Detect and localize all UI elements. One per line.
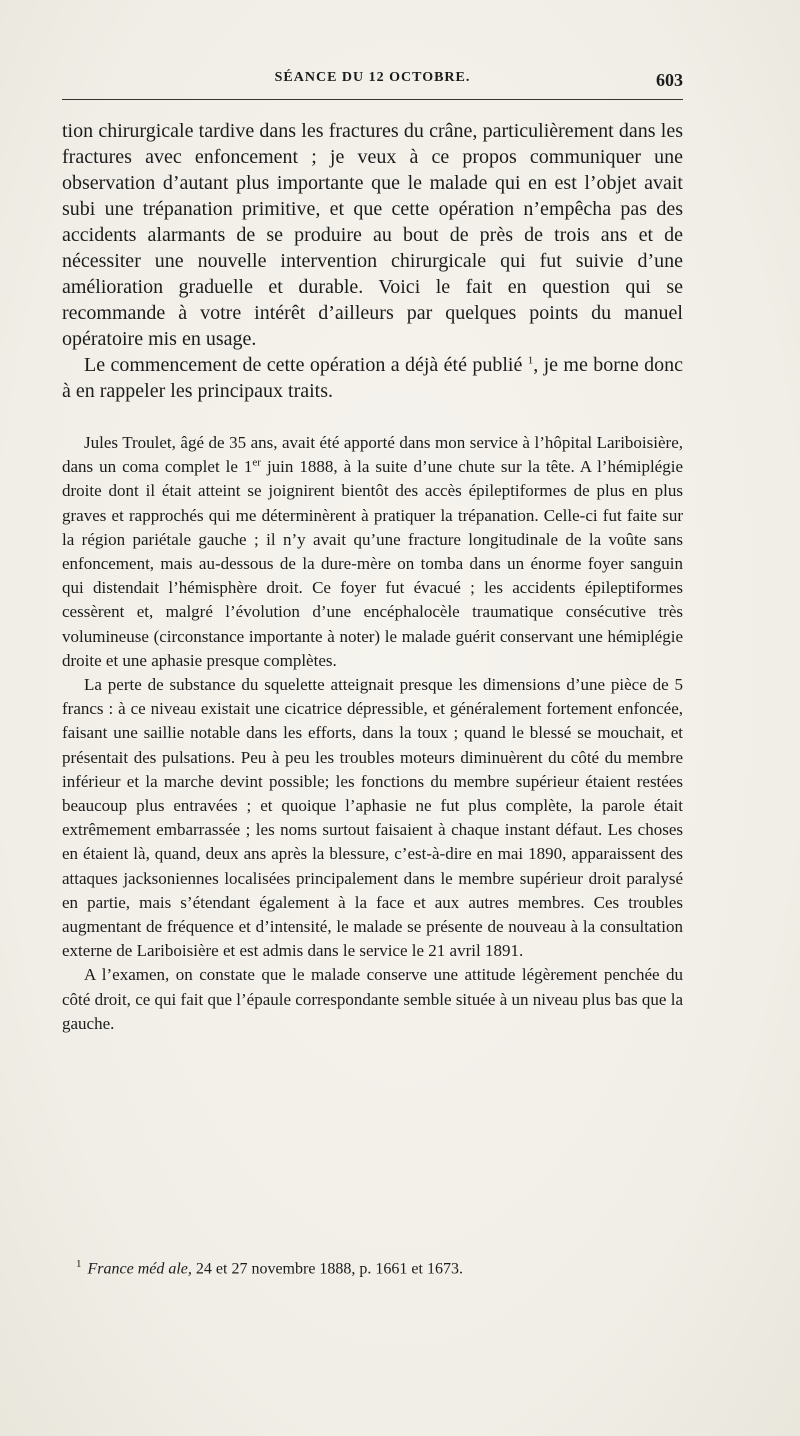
footnote-mark: 1 <box>76 1258 82 1270</box>
paragraph-text: je me borne donc à en rappeler les principaux traits. <box>62 354 683 402</box>
paragraph-text: Jules Troulet, âgé de 35 ans, avait été apporté dans mon service à l’hôpital Lariboisière, dans un coma complet le 1 <box>62 433 683 477</box>
footnote-text: 24 et 27 novembre 1888, p. 1661 et 1673. <box>195 1260 463 1278</box>
header-rule <box>62 99 683 100</box>
body-text <box>62 118 683 1036</box>
paragraph <box>62 431 683 673</box>
case-report <box>62 431 683 1036</box>
paragraph: Le commencement de cette opération a déjà été publié $^1$, je me borne donc à en rappeler les principaux traits. <box>62 354 683 402</box>
paragraph: A l’examen, on constate que le malade conserve une attitude légèrement penchée du côté droit, ce qui fait que l’épaule correspondante semble située à un niveau plus bas que la gauche. <box>62 965 683 1033</box>
page-number: 603 <box>656 70 683 90</box>
page-header <box>62 70 683 94</box>
paragraph-text: juin 1888, à la suite d’une chute sur la tête. A l’hémiplégie droite dont il était atteint se joignirent bientôt des accès épileptiformes de plus en plus graves et rapprochés qui me déterminèrent à pratiquer la trépanation. Celle-ci fut faite sur la région pariétale gauche ; il n’y avait qu’une fracture longitudinale de la voûte sans enfoncement, mais au-dessous de la dure-mère on tomba dans un énorme foyer sanguin qui distendait l’hémisphère droit. Ce foyer fut évacué ; les accidents épileptiformes cessèrent et, malgré l’évolution d’une encéphalocèle traumatique consécutive très volumineuse (circonstance importante à noter) le malade guérit conservant une hémiplégie droite et une aphasie presque complètes. <box>62 457 683 670</box>
superscript: er <box>252 456 261 469</box>
paragraph: tion chirurgicale tardive dans les fractures du crâne, particulièrement dans les fractures avec enfoncement ; je veux à ce propos communiquer une observation d’autant plus importante que le malade qui en est l’objet avait subi une trépanation primitive, et que cette opération n’empêcha pas des accidents alarmants de se produire au bout de près de trois ans et de nécessiter une nouvelle intervention chirurgicale qui fut suivie d’une amélioration graduelle et durable. Voici le fait en question qui se recommande à votre intérêt d’ailleurs par quelques points du manuel opératoire mis en usage. <box>62 120 683 350</box>
footnote-reference: 1 <box>527 354 534 367</box>
running-title: SÉANCE DU 12 OCTOBRE. <box>274 70 471 85</box>
footnote <box>62 1253 683 1280</box>
main-text <box>62 118 683 404</box>
paragraph-text: Le commencement de cette opération a déjà été publié <box>84 354 523 376</box>
footnote-source: France méd ale, <box>87 1260 192 1278</box>
paragraph: La perte de substance du squelette atteignait presque les dimensions d’une pièce de 5 francs : à ce niveau existait une cicatrice dépressible, et généralement fortement enfoncée, faisant une saillie notable dans les efforts, dans la toux ; quand le blessé se mouchait, et présentait des pulsations. Peu à peu les troubles moteurs diminuèrent du côté du membre inférieur et la marche devint possible; les fonctions du membre supérieur étaient restées beaucoup plus entravées ; et quoique l’aphasie ne fut plus complète, la parole était extrêmement embarrassée ; les noms surtout faisaient à chaque instant défaut. Les choses en étaient là, quand, deux ans après la blessure, c’est-à-dire en mai 1890, apparaissent des attaques jacksoniennes localisées principalement dans le membre supérieur droit paralysé en partie, mais s’étendant également à la face et aux autres membres. Ces troubles augmentant de fréquence et d’intensité, le malade se présente de nouveau à la consultation externe de Lariboisière et est admis dans le service le 21 avril 1891. <box>62 675 683 961</box>
